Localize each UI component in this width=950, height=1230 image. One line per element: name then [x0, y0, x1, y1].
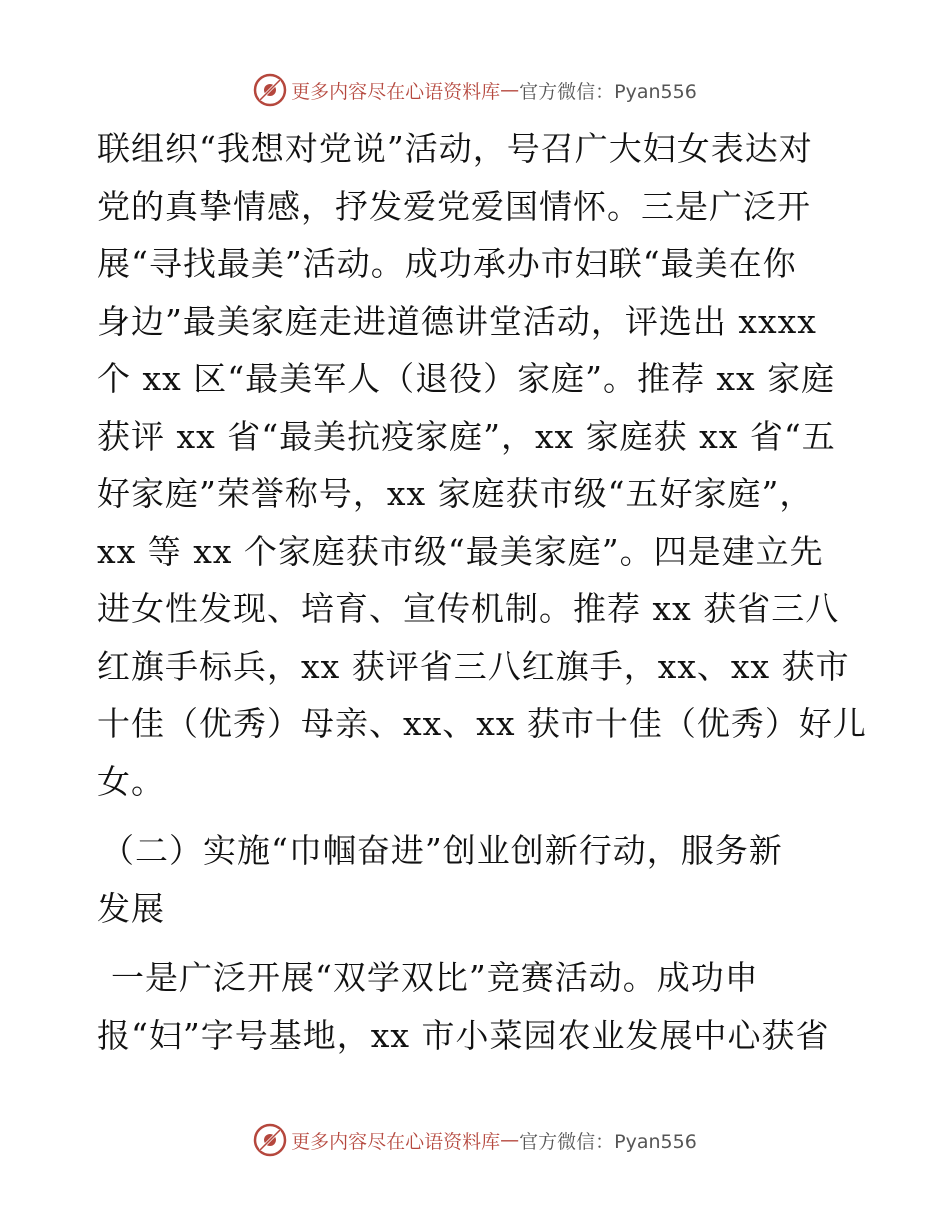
banner-separator: —: [500, 1129, 520, 1151]
text-line: 一是广泛开展“双学双比”竞赛活动。成功申: [111, 958, 759, 997]
banner-wechat-text: 官方微信：Pyan556: [519, 1130, 697, 1153]
text-line: 红旗手标兵，xx 获评省三八红旗手，xx、xx 获市: [97, 646, 850, 686]
text-line: 联组织“我想对党说”活动，号召广大妇女表达对: [97, 129, 813, 168]
banner-main-text: 更多内容尽在心语资料库: [291, 1130, 501, 1153]
paragraph-2: [97, 949, 862, 1064]
footer-banner: [0, 1120, 950, 1160]
banner-main-text: 更多内容尽在心语资料库: [291, 80, 501, 103]
banner-separator: —: [500, 79, 520, 101]
text-line: 女。: [97, 761, 165, 801]
heading-line: （二）实施“巾帼奋进”创业创新行动，服务新: [101, 831, 783, 870]
text-line: 身边”最美家庭走进道德讲堂活动，评选出 xxxx: [97, 301, 817, 341]
text-line: 进女性发现、培育、宣传机制。推荐 xx 获省三八: [97, 589, 840, 628]
logo-icon: [253, 1123, 287, 1157]
header-banner: [0, 70, 950, 110]
heading-line: 发展: [97, 888, 165, 928]
banner-wechat-text: 官方微信：Pyan556: [519, 80, 697, 103]
text-line: 个 xx 区“最美军人（退役）家庭”。推荐 xx 家庭: [97, 359, 836, 398]
text-line: 获评 xx 省“最美抗疫家庭”，xx 家庭获 xx 省“五: [97, 416, 836, 456]
text-line: 十佳（优秀）母亲、xx、xx 获市十佳（优秀）好儿: [97, 704, 867, 743]
paragraph-1: [97, 120, 867, 810]
logo-icon: [253, 73, 287, 107]
text-line: 党的真挚情感，抒发爱党爱国情怀。三是广泛开: [97, 186, 811, 226]
text-line: 展“寻找最美”活动。成功承办市妇联“最美在你: [97, 244, 797, 283]
document-body: [97, 120, 867, 1064]
text-line: 好家庭”荣誉称号，xx 家庭获市级“五好家庭”，: [97, 474, 814, 513]
section-heading: [97, 822, 862, 937]
text-line: 报“妇”字号基地，xx 市小菜园农业发展中心获省: [97, 1015, 830, 1055]
text-line: xx 等 xx 个家庭获市级“最美家庭”。四是建立先: [97, 531, 824, 571]
